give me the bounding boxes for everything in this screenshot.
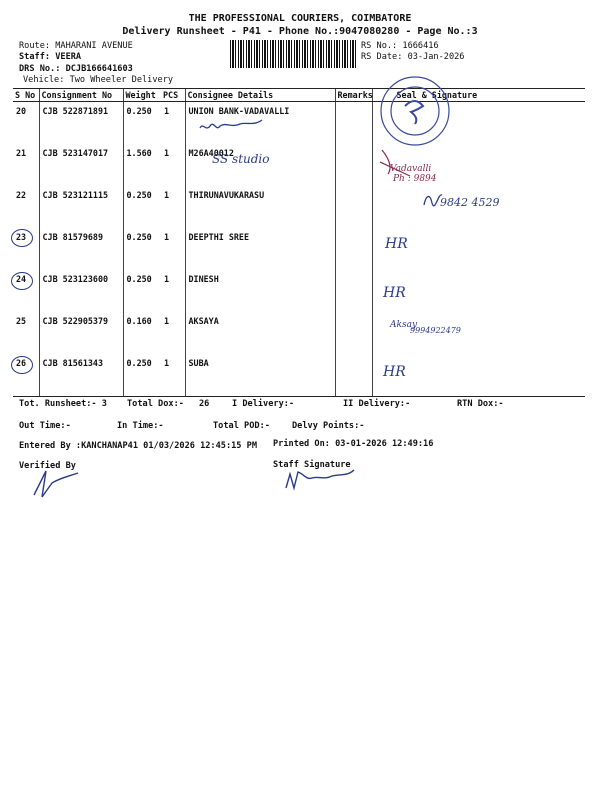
total-dox-value: 26 [199,399,210,409]
staff-signature-scribble [286,470,354,488]
cell-weight: 1.560 [123,144,161,186]
cell-consignee: M26A40012 [185,144,335,186]
circle-mark-24 [11,272,33,290]
cell-weight: 0.250 [123,270,161,312]
cell-consignee: UNION BANK-VADAVALLI [185,102,335,145]
staff: Staff: VEERA [19,52,82,62]
initials-row23: HR [385,236,408,252]
cell-consignment: CJB 522871891 [39,102,123,145]
cell-pcs: 1 [164,316,170,326]
circle-mark-26 [11,356,33,374]
cell-consignee: DEEPTHI SREE [185,228,335,270]
runsheet-title: Delivery Runsheet - P41 - Phone No.:9047080280 - Page No.:3 [122,26,478,37]
verified-by: Verified By [19,461,76,471]
company-title: THE PROFESSIONAL COURIERS, COIMBATORE [188,13,412,24]
vehicle: Vehicle: Two Wheeler Delivery [23,75,174,85]
printed-on: Printed On: 03-01-2026 12:49:16 [273,439,434,449]
col-pcs: PCS [161,89,185,102]
entered-by: Entered By :KANCHANAP41 01/03/2026 12:45:15 PM [19,441,257,451]
col-weight: Weight [123,89,161,102]
cell-consignee: SUBA [185,354,335,397]
note-phone-row22: 9842 4529 [440,196,500,209]
stamp-phone: Ph : 9894 [393,174,437,184]
ii-delivery: II Delivery:- [343,399,411,409]
col-sno: S No [13,89,39,102]
cell-pcs: 1 [164,274,170,284]
cell-weight: 0.250 [123,228,161,270]
note-ss-studio: SS studio [212,152,270,166]
cell-pcs: 1 [164,148,170,158]
cell-consignment: CJB 81561343 [39,354,123,397]
cell-consignment: CJB 522905379 [39,312,123,354]
rtn-dox: RTN Dox:- [457,399,504,409]
cell-consignment: CJB 81579689 [39,228,123,270]
rs-no: RS No.: 1666416 [361,41,439,51]
circle-mark-23 [11,229,33,247]
cell-sno: 23 [16,232,27,242]
cell-pcs: 1 [161,354,185,397]
total-dox-label: Total Dox:- [127,399,184,409]
cell-sno: 20 [16,106,27,116]
cell-weight: 0.160 [123,312,161,354]
cell-pcs: 1 [164,106,170,116]
cell-sno: 22 [16,190,27,200]
rs-date: RS Date: 03-Jan-2026 [361,52,465,62]
cell-pcs: 1 [164,232,170,242]
cell-sno: 26 [13,354,39,397]
drs-no: DRS No.: DCJB166641603 [19,64,133,74]
note-name-row25: Aksay [390,320,418,330]
cell-consignment: CJB 523147017 [39,144,123,186]
cell-consignment: CJB 523123600 [39,270,123,312]
cell-weight: 0.250 [123,102,161,145]
cell-pcs: 1 [164,190,170,200]
staff-signature-label: Staff Signature [273,460,351,470]
initials-row24: HR [383,285,406,301]
stamp-vadavalli: Vadavalli [390,164,432,174]
cell-weight: 0.250 [123,354,161,397]
cell-sno: 21 [16,148,27,158]
col-consignment: Consignment No [39,89,123,102]
initials-row26: HR [383,364,406,380]
out-time: Out Time:- [19,421,71,431]
route: Route: MAHARANI AVENUE [19,41,133,51]
signature-row20 [200,120,262,128]
in-time: In Time:- [117,421,164,431]
total-pod: Total POD:- [213,421,270,431]
cell-sno: 25 [16,316,27,326]
cell-consignee: DINESH [185,270,335,312]
col-consignee: Consignee Details [185,89,335,102]
cell-sno: 24 [16,274,27,284]
cell-weight: 0.250 [123,186,161,228]
delvy-points: Delvy Points:- [292,421,365,431]
i-delivery: I Delivery:- [232,399,295,409]
cell-consignment: CJB 523121115 [39,186,123,228]
cell-consignee: AKSAYA [185,312,335,354]
col-seal-signature: Seal & Signature [372,89,585,102]
col-remarks: Remarks [335,89,372,102]
seal-stamp-icon [381,77,449,145]
cell-consignee: THIRUNAVUKARASU [185,186,335,228]
tot-runsheet: Tot. Runsheet:- 3 [19,399,107,409]
note-phone-row25: 9994922479 [410,326,461,335]
verified-signature [34,471,78,497]
